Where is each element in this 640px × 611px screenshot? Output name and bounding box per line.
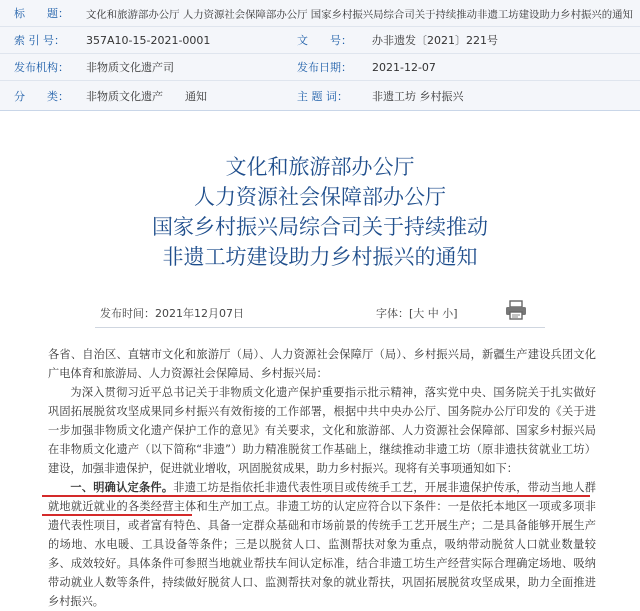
meta-docno-value: 办非遗发〔2021〕221号 xyxy=(372,34,498,47)
title-line-3: 国家乡村振兴局综合司关于持续推动 xyxy=(152,215,488,239)
meta-date-value: 2021-12-07 xyxy=(372,60,436,74)
section-1-heading: 一、明确认定条件。 xyxy=(70,481,174,494)
meta-date-label: 发布日期： xyxy=(297,61,352,74)
meta-docno-label: 文 号： xyxy=(297,34,352,47)
meta-title-label: 标 题： xyxy=(14,7,69,20)
title-line-1: 文化和旅游部办公厅 xyxy=(225,155,415,179)
paragraph-section-1 xyxy=(48,478,596,611)
meta-org-value: 非物质文化遗产司 xyxy=(86,61,174,74)
meta-category-label: 分 类： xyxy=(14,89,69,103)
section-1-text: 非遗工坊是指依托非遗代表性项目或传统手工艺，开展非遗保护传承，带动当地人群就地就近就业的各类经营主体和生产加工点。非遗工坊的认定应符合以下条件：一是依托本地区一项或多项非遗代表性项目，或者富有特色、具备一定群众基础和市场前景的传统手工艺开展生产；二是具备能够开展生产的场地、水电暖、工具设备等条件；三是以脱贫人口、监测帮扶对象为重点，吸纳带动脱贫人口就业数量较多、成效较好。具体条件可参照当地就业帮扶车间认定标准，结合非遗工坊生产经营实际合理确定场地、吸纳带动就业人数等条件，持续做好脱贫人口、监测帮扶对象的就业帮扶，巩固拓展脱贫攻坚成果，助力全面推进乡村振兴。 xyxy=(48,481,596,608)
divider xyxy=(95,327,545,328)
meta-org-label: 发布机构： xyxy=(14,61,69,74)
highlight-underline xyxy=(42,480,590,497)
font-size-control xyxy=(376,305,458,321)
document-title xyxy=(0,152,640,272)
font-size-label: 字体： xyxy=(376,307,409,320)
publish-date: 发布时间：2021年12月07日 xyxy=(100,307,244,320)
meta-row-category xyxy=(0,81,640,110)
info-row xyxy=(0,297,640,325)
print-icon[interactable] xyxy=(505,300,527,320)
paragraph-intro: 为深入贯彻习近平总书记关于非物质文化遗产保护重要指示批示精神，落实党中央、国务院关于扎实做好巩固拓展脱贫攻坚成果同乡村振兴有效衔接的工作部署，根据中共中央办公厅、国务院办公厅印发的《关于进一步加强非物质文化遗产保护工作的意见》有关要求，文化和旅游部、人力资源社会保障部、国家乡村振兴局在非物质文化遗产（以下简称“非遗”）助力精准脱贫工作基础上，继续推动非遗工坊（原非遗扶贫就业工坊）建设，加强非遗保护，促进就业增收，巩固脱贫成果，助力乡村振兴。现将有关事项通知如下： xyxy=(48,386,596,475)
metadata-panel xyxy=(0,0,640,111)
meta-theme-label: 主 题 词： xyxy=(297,89,348,103)
meta-row-org xyxy=(0,54,640,81)
meta-theme-value: 非遗工坊 乡村振兴 xyxy=(372,89,464,103)
meta-index-value: 357A10-15-2021-0001 xyxy=(86,33,211,47)
title-line-2: 人力资源社会保障部办公厅 xyxy=(194,185,446,209)
meta-category-value: 非物质文化遗产 通知 xyxy=(86,89,207,103)
recipients: 各省、自治区、直辖市文化和旅游厅（局）、人力资源社会保障厅（局）、乡村振兴局，新疆生产建设兵团文化广电体育和旅游局、人力资源社会保障局、乡村振兴局： xyxy=(48,348,596,380)
font-size-options[interactable]: [大 中 小] xyxy=(409,307,458,320)
title-line-4: 非遗工坊建设助力乡村振兴的通知 xyxy=(162,245,478,269)
highlight-underline-continued xyxy=(42,500,192,516)
meta-row-index xyxy=(0,27,640,54)
meta-title-value: 文化和旅游部办公厅 人力资源社会保障部办公厅 国家乡村振兴局综合司关于持续推动非遗工坊建设助力乡村振兴的通知 xyxy=(86,8,633,21)
article-body xyxy=(48,345,596,611)
meta-row-title xyxy=(0,0,640,27)
meta-index-label: 索 引 号： xyxy=(14,34,65,47)
